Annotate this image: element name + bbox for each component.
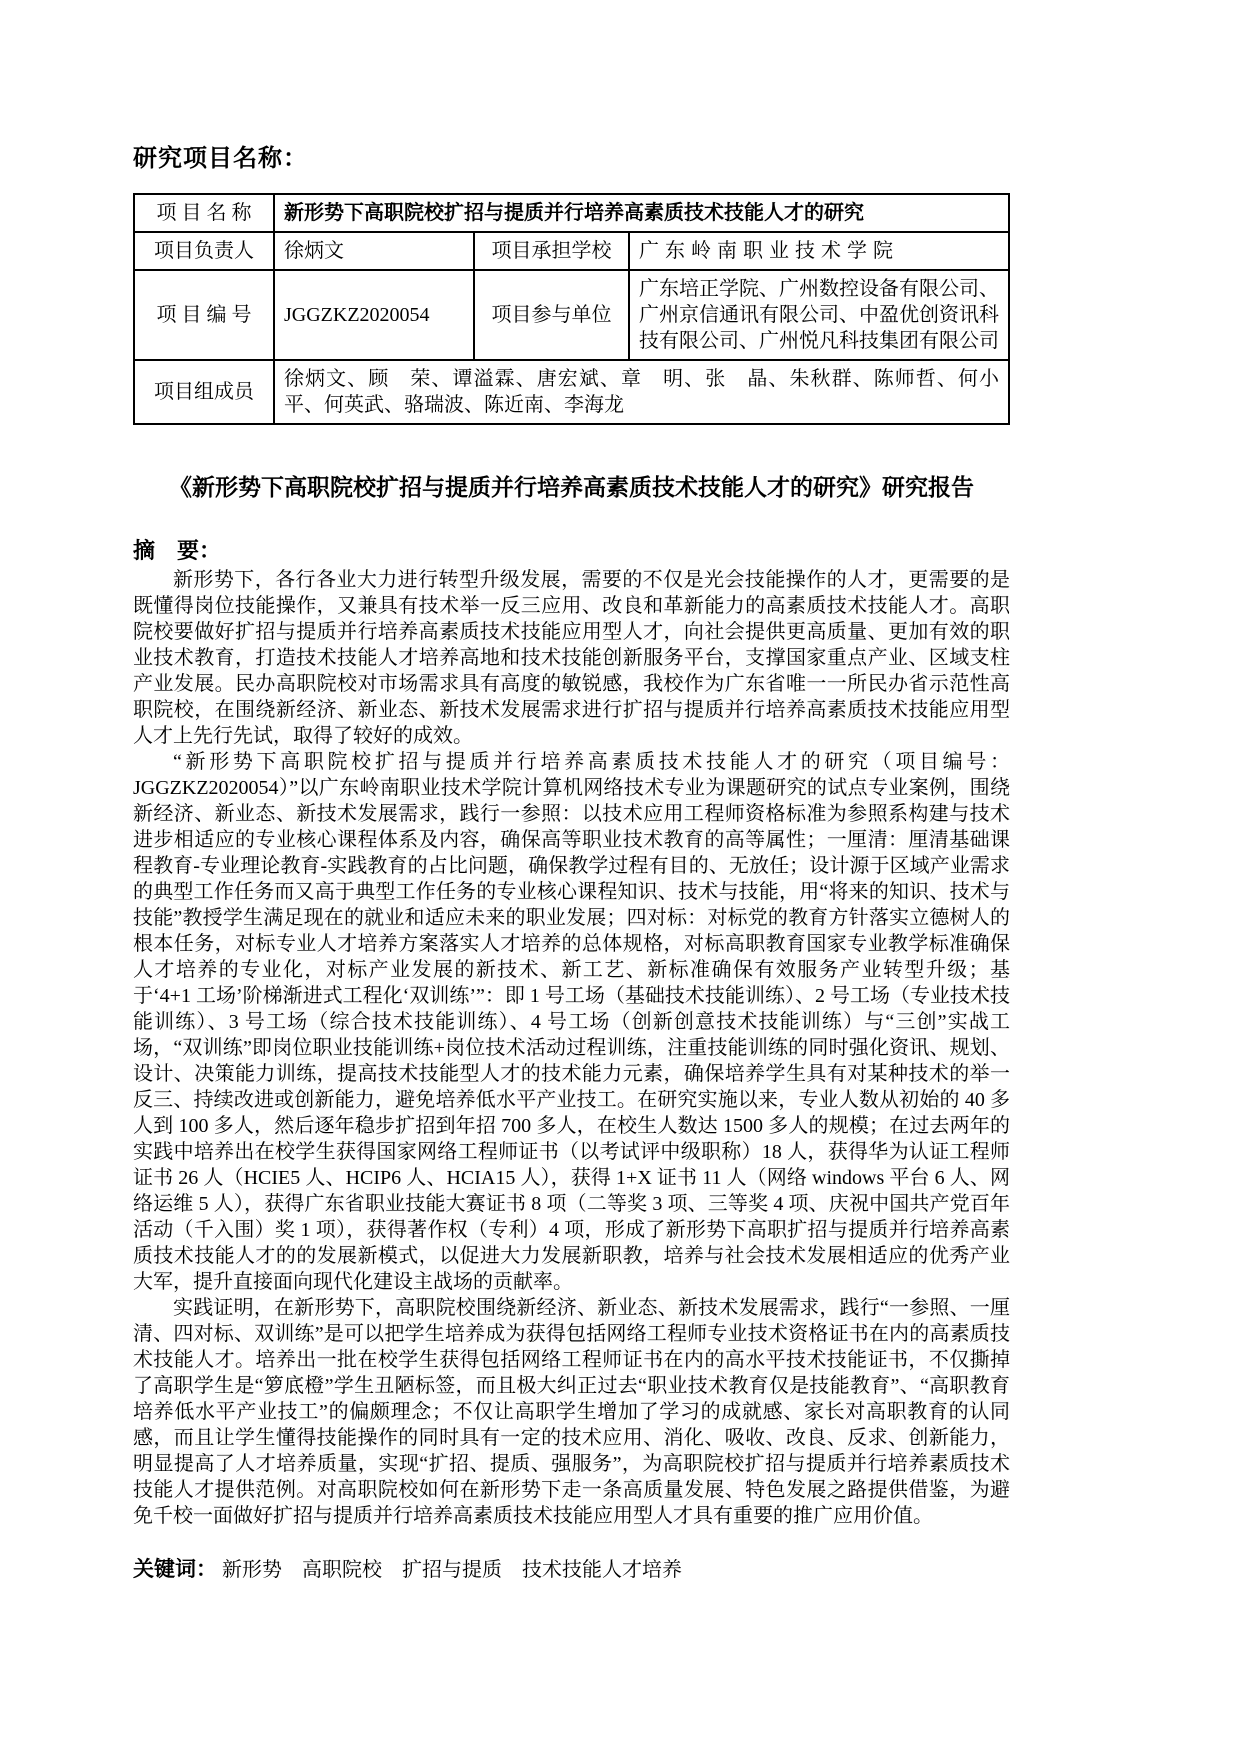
project-leader-label: 项目负责人 [134,232,274,270]
project-info-table [133,193,1010,425]
project-school-value: 广东岭南职业技术学院 [629,232,1009,270]
table-row-number-participants [134,270,1009,360]
table-row-members [134,360,1009,424]
project-members-value: 徐炳文、顾 荣、谭溢霖、唐宏斌、章 明、张 晶、朱秋群、陈师哲、何小平、何英武、骆瑞波、陈近南、李海龙 [274,360,1009,424]
project-participants-label: 项目参与单位 [474,270,629,360]
report-title: 《新形势下高职院校扩招与提质并行培养高素质技术技能人才的研究》研究报告 [169,474,974,500]
project-leader-value: 徐炳文 [274,232,474,270]
project-name-value: 新形势下高职院校扩招与提质并行培养高素质技术技能人才的研究 [274,194,1009,232]
project-members-label: 项目组成员 [134,360,274,424]
project-participants-value: 广东培正学院、广州数控设备有限公司、广州京信通讯有限公司、中盈优创资讯科技有限公司、广州悦凡科技集团有限公司 [629,270,1009,360]
keywords-label: 关键词： [133,1558,217,1581]
keywords-text: 新形势 高职院校 扩招与提质 技术技能人才培养 [222,1559,682,1581]
project-number-label: 项 目 编 号 [134,270,274,360]
keywords-line [133,1557,1010,1583]
project-name-label: 项 目 名 称 [134,194,274,232]
abstract-paragraph-1: 新形势下，各行各业大力进行转型升级发展，需要的不仅是光会技能操作的人才，更需要的是既懂得岗位技能操作，又兼具有技术举一反三应用、改良和革新能力的高素质技术技能人才。高职院校要做好扩招与提质并行培养高素质技术技能应用型人才，向社会提供更高质量、更加有效的职业技术教育，打造技术技能人才培养高地和技术技能创新服务平台，支撑国家重点产业、区域支柱产业发展。民办高职院校对市场需求具有高度的敏锐感，我校作为广东省唯一一所民办省示范性高职院校，在围绕新经济、新业态、新技术发展需求进行扩招与提质并行培养高素质技术技能应用型人才上先行先试，取得了较好的成效。 [133,569,1010,747]
table-row-project-name [134,194,1009,232]
abstract-paragraph-3: 实践证明，在新形势下，高职院校围绕新经济、新业态、新技术发展需求，践行“一参照、一厘清、四对标、双训练”是可以把学生培养成为获得包括网络工程师专业技术资格证书在内的高素质技术技能人才。培养出一批在校学生获得包括网络工程师证书在内的高水平技术技能证书，不仅撕掉了高职学生是“箩底橙”学生丑陋标签，而且极大纠正过去“职业技术教育仅是技能教育”、“高职教育培养低水平产业技工”的偏颇理念；不仅让高职学生增加了学习的成就感、家长对高职教育的认同感，而且让学生懂得技能操作的同时具有一定的技术应用、消化、吸收、改良、反求、创新能力，明显提高了人才培养质量，实现“扩招、提质、强服务”，为高职院校扩招与提质并行培养素质技术技能人才提供范例。对高职院校如何在新形势下走一条高质量发展、特色发展之路提供借鉴，为避免千校一面做好扩招与提质并行培养高素质技术技能应用型人才具有重要的推广应用价值。 [133,1297,1010,1527]
table-row-leader-school [134,232,1009,270]
abstract-label: 摘 要： [133,538,222,563]
project-number-value: JGGZKZ2020054 [274,270,474,360]
abstract-paragraph-2: “新形势下高职院校扩招与提质并行培养高素质技术技能人才的研究（项目编号：JGGZKZ2020054）”以广东岭南职业技术学院计算机网络技术专业为课题研究的试点专业案例，围绕新经济、新业态、新技术发展需求，践行一参照：以技术应用工程师资格标准为参照系构建与技术进步相适应的专业核心课程体系及内容，确保高等职业技术教育的高等属性；一厘清：厘清基础课程教育-专业理论教育-实践教育的占比问题，确保教学过程有目的、无放任；设计源于区域产业需求的典型工作任务而又高于典型工作任务的专业核心课程知识、技术与技能，用“将来的知识、技术与技能”教授学生满足现在的就业和适应未来的职业发展；四对标：对标党的教育方针落实立德树人的根本任务，对标专业人才培养方案落实人才培养的总体规格，对标高职教育国家专业教学标准确保人才培养的专业化，对标产业发展的新技术、新工艺、新标准确保有效服务产业转型升级；基于‘4+1 工场’阶梯渐进式工程化‘双训练’”：即 1 号工场（基础技术技能训练）、2 号工场（专业技术技能训练）、3 号工场（综合技术技能训练）、4 号工场（创新创意技术技能训练）与“三创”实战工场，“双训练”即岗位职业技能训练+岗位技术活动过程训练，注重技能训练的同时强化资讯、规划、设计、决策能力训练，提高技术技能型人才的技术能力元素，确保培养学生具有对某种技术的举一反三、持续改进或创新能力，避免培养低水平产业技工。在研究实施以来，专业人数从初始的 40 多人到 100 多人，然后逐年稳步扩招到年招 700 多人，在校生人数达 1500 多人的规模；在过去两年的实践中培养出在校学生获得国家网络工程师证书（以考试评中级职称）18 人，获得华为认证工程师证书 26 人（HCIE5 人、HCIP6 人、HCIA15 人），获得 1+X 证书 11 人（网络 windows 平台 6 人、网络运维 5 人），获得广东省职业技能大赛证书 8 项（二等奖 3 项、三等奖 4 项、庆祝中国共产党百年活动（千入围）奖 1 项），获得著作权（专利）4 项，形成了新形势下高职扩招与提质并行培养高素质技术技能人才的的发展新模式，以促进大力发展新职教，培养与社会技术发展相适应的优秀产业大军，提升直接面向现代化建设主战场的贡献率。 [133,751,1010,1293]
project-school-label: 项目承担学校 [474,232,629,270]
doc-heading: 研究项目名称： [133,145,308,172]
